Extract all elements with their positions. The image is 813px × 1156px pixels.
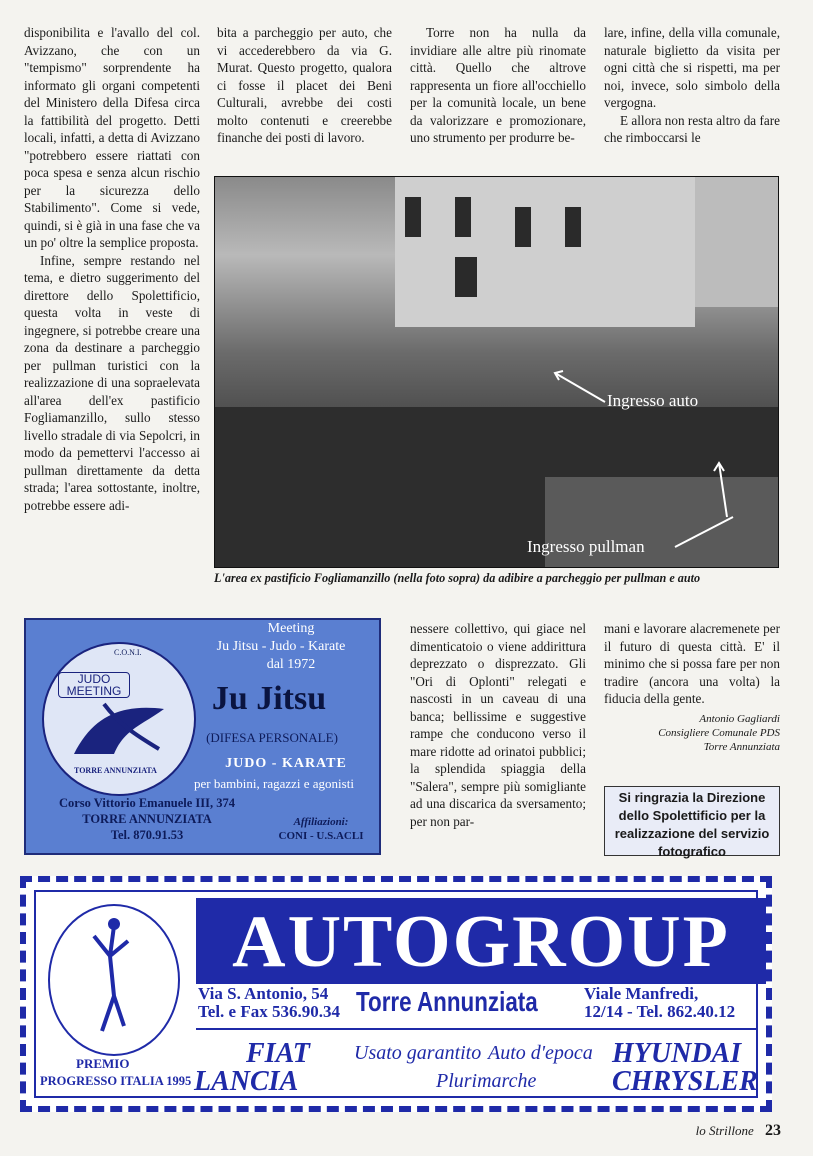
meeting-line-1: Meeting	[267, 621, 315, 636]
photo-parking-area	[214, 176, 779, 568]
ad-subtitle: (DIFESA PERSONALE)	[206, 730, 338, 745]
multibrand: Plurimarche	[436, 1070, 537, 1092]
brand-hyundai: HYUNDAI	[612, 1038, 742, 1069]
author-signature: Antonio Gagliardi Consigliere Comunale PDS Torre Annunziata	[658, 712, 780, 753]
paragraph: Infine, sempre restando nel tema, e dietro suggerimento del direttore dello Spolettificio, questa volta in veste di ingegnere, si potrebbe creare una zona da destinare a parcheggio per pullman turistici con la realizzazione di una sopraelevata all'area dell'ex pastificio Fogliamanzillo, sullo stesso livello stradale di via Sepolcri, in modo da pemettervi l'accesso ai pullman direttamente da detta strada; l'area sottostante, inoltre, potrebbe essere adi-	[24, 252, 200, 513]
article-column-5	[410, 620, 586, 830]
ad-city: TORRE ANNUNZIATA	[82, 812, 212, 826]
meeting-line-2: Ju Jitsu - Judo - Karate	[216, 639, 346, 654]
left-address: Via S. Antonio, 54	[198, 984, 329, 1003]
club-emblem	[42, 642, 196, 796]
award-label: PREMIO	[76, 1056, 130, 1071]
dancer-figure-icon	[84, 916, 144, 1036]
affiliations-value: CONI - U.S.ACLI	[278, 830, 364, 842]
label-ingresso-pullman: Ingresso pullman	[527, 537, 645, 556]
article-column-4	[604, 24, 780, 147]
award-name: PROGRESSO ITALIA 1995	[40, 1074, 192, 1088]
paragraph: nessere collettivo, qui giace nel dimenticatoio o viene addirittura deprezzato o disprezzato. Gli "Ori di Oplonti" relegati e nascosti in un caveau di una banca; bellissime e suggestive rampe che conducono verso il mare ridotte ad orinatoi pubblici; la splendida spiaggia della "Salera", sempre più somigliante ad una discarica da sversamento; per non par-	[410, 621, 586, 829]
brand-name: AUTOGROUP	[232, 901, 730, 983]
article-column-6	[604, 620, 780, 754]
paragraph: bita a parcheggio per auto, che vi accederebbero da via G. Murat. Questo progetto, qualora ci fosse il placet dei Beni Culturali, avrebbe dei costi molto contenuti e creerebbe finanche dei posti di lavoro.	[217, 25, 392, 145]
affiliations-label: Affiliazioni:	[293, 816, 349, 828]
ad-disciplines: JUDO - KARATE	[225, 756, 347, 771]
article-column-3	[410, 24, 586, 147]
article-column-2	[217, 24, 392, 147]
right-phone: 12/14 - Tel. 862.40.12	[584, 1002, 736, 1021]
right-address: Viale Manfredi,	[584, 984, 699, 1003]
used-guaranteed: Usato garantito	[354, 1042, 482, 1064]
emblem-city: TORRE ANNUNZIATA	[74, 766, 157, 775]
judo-throw-icon	[64, 694, 174, 764]
meeting-line-3: dal 1972	[266, 657, 316, 672]
brand-fiat: FIAT	[246, 1038, 310, 1069]
divider	[196, 1028, 758, 1030]
vintage-cars: Auto d'epoca	[488, 1042, 593, 1064]
page-number: 23	[765, 1122, 781, 1139]
photo-caption: L'area ex pastificio Fogliamanzillo (nella foto sopra) da adibire a parcheggio per pullman e auto	[214, 571, 701, 585]
paragraph: E allora non resta altro da fare che rimboccarsi le	[604, 112, 780, 145]
paragraph: Torre non ha nulla da invidiare alle altre più rinomate città. Quello che altrove rappresenta un fiore all'occhiello per la comunità locale, un bene da valorizzare e promozionare, uno strumento per produrre be-	[410, 25, 586, 145]
publication-name: lo Strillone	[695, 1123, 754, 1138]
city-name: Torre Annunziata	[356, 986, 538, 1017]
ad-frame	[34, 890, 758, 1098]
article-column-1	[24, 24, 200, 514]
left-phone: Tel. e Fax 536.90.34	[198, 1002, 340, 1021]
arrow-annotations	[215, 177, 778, 567]
emblem-badge: JUDO MEETING	[58, 672, 130, 698]
ad-audience: per bambini, ragazzi e agonisti	[194, 776, 354, 791]
emblem-coni: C.O.N.I.	[114, 648, 142, 657]
page-footer	[696, 1122, 781, 1140]
autogroup-advertisement	[20, 876, 772, 1112]
paragraph: disponibilita e l'avallo del col. Avizzano, che con un "tempismo" sorprendente ha informato gli organi competenti del Ministero della Difesa circa la fattibilità del progetto. Detti locali, infatti, a detta di Avizzano "potrebbero essere riattati con poca spesa e senza alcun rischio per la sicurezza dello Stabilimento". Come si vede, quindi, si è già in una fase che va un po' oltre la semplice proposta.	[24, 25, 200, 250]
award-emblem	[48, 904, 180, 1056]
label-ingresso-auto: Ingresso auto	[607, 391, 699, 410]
brand-lancia: LANCIA	[194, 1066, 299, 1097]
ad-title: Ju Jitsu	[211, 680, 327, 717]
ad-phone: Tel. 870.91.53	[110, 828, 184, 842]
paragraph: lare, infine, della villa comunale, naturale biglietto da visita per ogni città che si rispetti, ma per noi, invece, solo simbolo della vergogna.	[604, 25, 780, 110]
photo-credit-box: Si ringrazia la Direzione dello Spolettificio per la realizzazione del servizio fotografico	[604, 786, 780, 856]
judo-advertisement	[24, 618, 381, 855]
ad-address: Corso Vittorio Emanuele III, 374	[58, 796, 236, 810]
paragraph: mani e lavorare alacremenete per il futuro di questa città. E' il minimo che si possa fare per non tradire (ancora una volta) la fiducia della gente.	[604, 621, 780, 706]
brand-chrysler: CHRYSLER	[612, 1066, 758, 1097]
